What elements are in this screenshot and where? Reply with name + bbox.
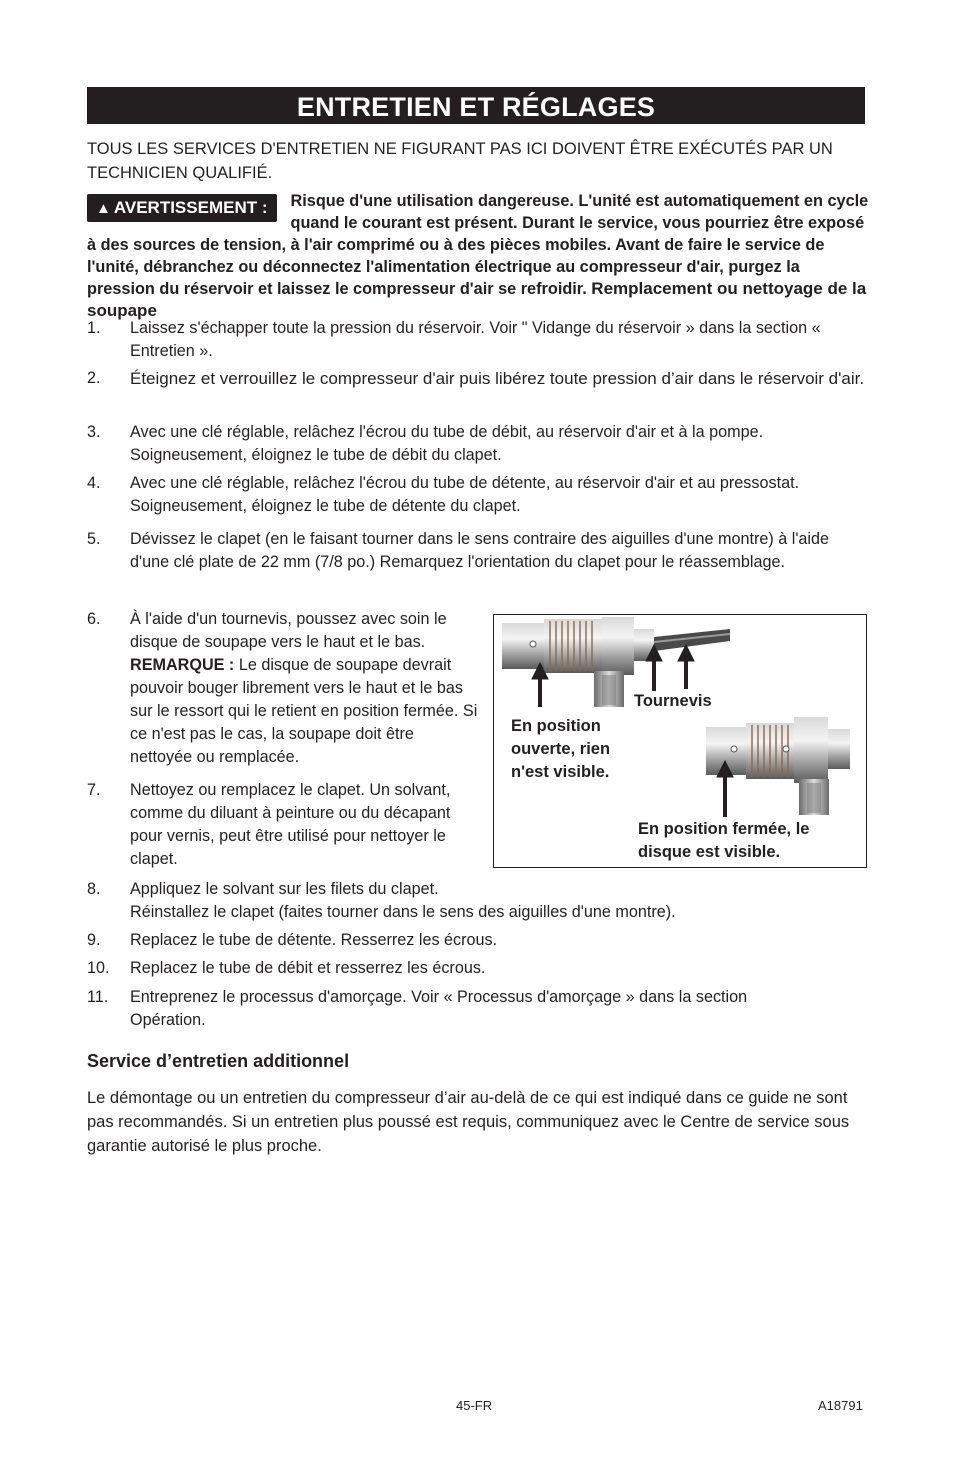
step-text: Dévissez le clapet (en le faisant tourner dans le sens contraire des aiguilles d'une montre) à l'aide d'une clé plate de 22 mm (7/8 po.) Remarquez l'orientation du clapet pour le réassemblage. [130, 530, 830, 571]
warning-block [87, 190, 869, 322]
additional-service-title: Service d’entretien additionnel [87, 1051, 350, 1071]
closed-position-label: En position fermée, le disque est visible. [638, 820, 810, 861]
step-text: Entreprenez le processus d'amorçage. Voir « Processus d'amorçage » dans la section Opération. [130, 988, 748, 1029]
step-text: Replacez le tube de débit et resserrez les écrous. [130, 959, 486, 977]
warning-badge [87, 194, 277, 222]
step-number: 2. [87, 369, 101, 387]
step-number: 11. [87, 988, 109, 1006]
step-text: Replacez le tube de détente. Resserrez les écrous. [130, 931, 498, 949]
warning-badge-label: AVERTISSEMENT : [113, 198, 268, 217]
step-number: 1. [87, 319, 101, 337]
step-8-line2: Réinstallez le clapet (faites tourner dans le sens des aiguilles d'une montre). [130, 903, 676, 921]
step-number: 5. [87, 530, 101, 548]
additional-service-text: Le démontage ou un entretien du compresseur d’air au-delà de ce qui est indiqué dans ce guide ne sont pas recommandés. Si un entretien plus poussé est requis, communiquez avec le Centre de service sous garantie autorisé le plus proche. [87, 1089, 850, 1155]
step-text: Éteignez et verrouillez le compresseur d'air puis libérez toute pression d’air dans le réservoir d'air. [130, 369, 865, 388]
note-text: Le disque de soupape devrait pouvoir bouger librement vers le haut et le bas sur le ressort qui le retient en position fermée. Si ce n'est pas le cas, la soupape doit être nettoyée ou remplacée. [130, 656, 478, 766]
step-number: 9. [87, 931, 101, 949]
step-text [130, 878, 830, 924]
page-title: ENTRETIEN ET RÉGLAGES [87, 87, 865, 124]
note-label: REMARQUE : [130, 656, 235, 674]
step-number: 10. [87, 959, 110, 977]
step-6-text: À l'aide d'un tournevis, poussez avec soin le disque de soupape vers le haut et le bas. [130, 610, 447, 651]
warning-text: Risque d'une utilisation dangereuse. L'unité est automatiquement en cycle quand le courant est présent. Durant le service, vous pourriez être exposé à des sources de tension, à l'air comprimé ou à des pièces mobiles. Avant de faire le service de l'unité, débranchez ou déconnectez l'alimentation électrique au compresseur d'air, purgez la pression du réservoir et laissez le compresseur d'air se refroidir. [87, 192, 869, 298]
step-text: Laissez s'échapper toute la pression du réservoir. Voir " Vidange du réservoir » dans la section « Entretien ». [130, 319, 821, 360]
valve-section-title: Remplacement ou nettoyage de la soupape [87, 279, 867, 320]
screwdriver-label: Tournevis [634, 692, 712, 710]
open-position-label: En position ouverte, rien n'est visible. [511, 717, 611, 781]
step-number: 3. [87, 423, 101, 441]
valve-figure [493, 614, 867, 868]
step-number: 8. [87, 880, 101, 898]
step-text [130, 608, 480, 769]
step-number: 4. [87, 474, 101, 492]
step-text: Avec une clé réglable, relâchez l'écrou du tube de débit, au réservoir d'air et à la pompe. Soigneusement, éloignez le tube de débit du clapet. [130, 423, 764, 464]
page-number: 45-FR [456, 1398, 493, 1413]
warning-triangle-icon: ▲ [96, 200, 111, 217]
step-8-line1: Appliquez le solvant sur les filets du clapet. [130, 880, 439, 898]
step-text: Avec une clé réglable, relâchez l'écrou du tube de détente, au réservoir d'air et au pressostat. Soigneusement, éloignez le tube de détente du clapet. [130, 474, 800, 515]
step-number: 6. [87, 610, 101, 628]
intro-text: TOUS LES SERVICES D'ENTRETIEN NE FIGURANT PAS ICI DOIVENT ÊTRE EXÉCUTÉS PAR UN TECHNICIEN QUALIFIÉ. [87, 140, 833, 182]
document-code: A18791 [818, 1398, 863, 1413]
step-text: Nettoyez ou remplacez le clapet. Un solvant, comme du diluant à peinture ou du décapant pour vernis, peut être utilisé pour nettoyer le clapet. [130, 781, 451, 868]
step-number: 7. [87, 781, 101, 799]
